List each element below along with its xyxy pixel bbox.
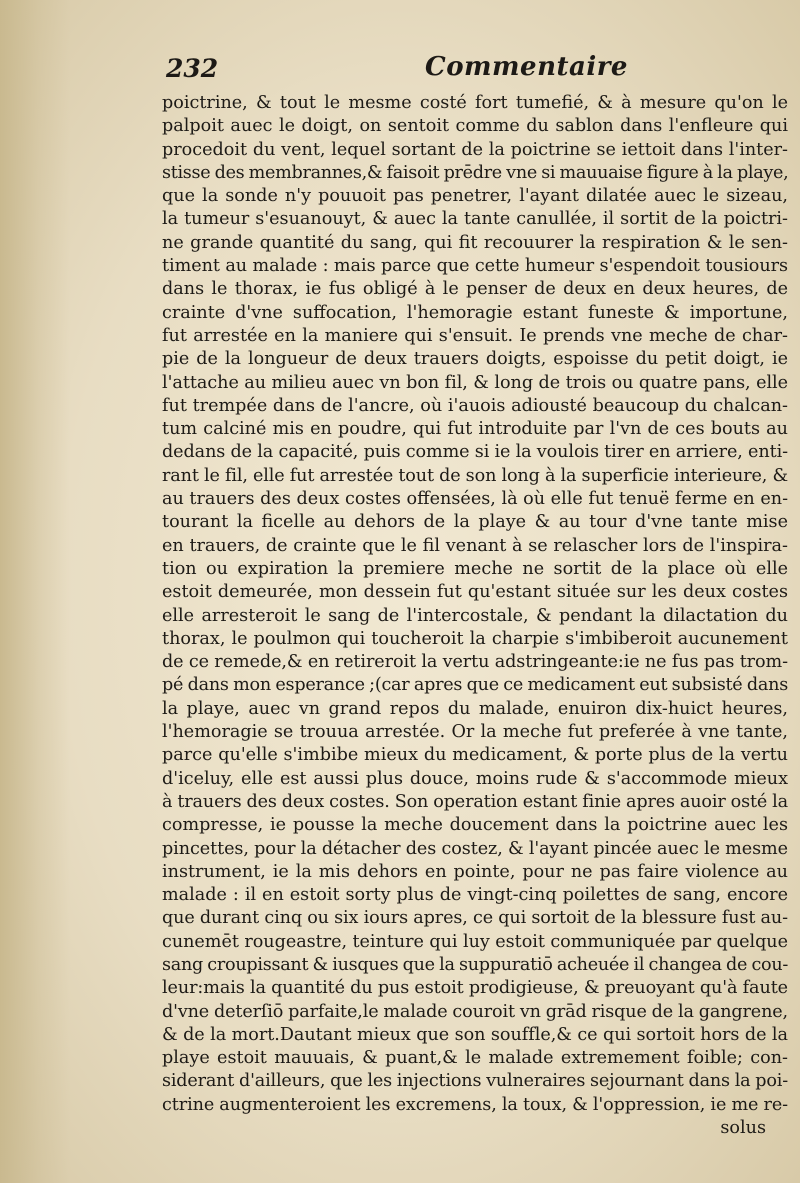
text-line: parce qu'elle s'imbibe mieux du medicament, & porte plus de la vertu (162, 745, 788, 766)
text-line: tion ou expiration la premiere meche ne sortit de la place où elle (162, 558, 788, 579)
page-gutter-shadow (0, 0, 70, 1183)
text-line: dans le thorax, ie fus obligé à le penser de deux en deux heures, de (162, 279, 788, 300)
text-line: siderant d'ailleurs, que les injections vulneraires sejournant dans la poi- (162, 1071, 788, 1092)
text-line: que la sonde n'y pouuoit pas penetrer, l'ayant dilatée auec le sizeau, (162, 186, 788, 207)
text-line: palpoit auec le doigt, on sentoit comme du sablon dans l'enfleure qui (162, 116, 788, 137)
text-line: au trauers des deux costes offensées, là où elle fut tenuë ferme en en- (162, 489, 789, 510)
text-line: d'vne deterſiō parfaite,le malade couroit vn grād risque de la gangrene, (162, 1001, 788, 1022)
text-line: pie de la longueur de deux trauers doigts, espoisse du petit doigt, ie (162, 349, 788, 370)
text-line: leur:mais la quantité du pus estoit prodigieuse, & preuoyant qu'à faute (162, 978, 788, 999)
text-line: dedans de la capacité, puis comme si ie la voulois tirer en arriere, enti- (162, 442, 788, 463)
text-line: estoit demeurée, mon dessein fut qu'estant située sur les deux costes (162, 582, 788, 603)
text-line: playe estoit mauuais, & puant,& le malade extremement foible; con- (162, 1048, 788, 1069)
text-line: elle arresteroit le sang de l'intercostale, & pendant la dilactation du (162, 605, 788, 626)
text-line: pincettes, pour la détacher des costez, & l'ayant pincée auec le mesme (162, 838, 788, 859)
text-line: sang croupissant & iusques que la suppuratiō acheuée il changea de cou- (162, 954, 789, 975)
text-line: thorax, le poulmon qui toucheroit la charpie s'imbiberoit aucunement (162, 628, 788, 649)
text-line: crainte d'vne suffocation, l'hemoragie estant funeste & importune, (162, 302, 788, 323)
text-line: fut arrestée en la maniere qui s'ensuit. Ie prends vne meche de char- (162, 325, 788, 346)
text-line: l'attache au milieu auec vn bon fil, & long de trois ou quatre pans, elle (162, 372, 788, 393)
text-line: de ce remede,& en retireroit la vertu adstringeante:ie ne fus pas trom- (162, 652, 788, 673)
text-line: stisse des membrannes,& faisoit prēdre vne si mauuaise figure à la playe, (162, 162, 789, 183)
body-text (162, 92, 788, 1140)
text-line: la playe, auec vn grand repos du malade, enuiron dix-huict heures, (162, 698, 788, 719)
text-line: en trauers, de crainte que le fil venant à se relascher lors de l'inspira- (162, 535, 788, 556)
catchword: solus (720, 1118, 766, 1139)
text-line: tum calciné mis en poudre, qui fut introduite par l'vn de ces bouts au (162, 419, 788, 440)
text-line: que durant cinq ou six iours apres, ce qui sortoit de la blessure fust au- (162, 908, 788, 929)
text-line: instrument, ie la mis dehors en pointe, pour ne pas faire violence au (162, 861, 788, 882)
text-line: compresse, ie pousse la meche doucement dans la poictrine auec les (162, 815, 788, 836)
text-line: timent au malade : mais parce que cette humeur s'espendoit tousiours (162, 256, 788, 277)
text-line: d'iceluy, elle est aussi plus douce, moins rude & s'accommode mieux (162, 768, 788, 789)
text-line: poictrine, & tout le mesme costé fort tumefié, & à mesure qu'on le (162, 93, 788, 113)
text-line: ctrine augmenteroient les excremens, la toux, & l'oppression, ie me re- (162, 1094, 788, 1115)
text-line: à trauers des deux costes. Son operation estant finie apres auoir osté la (162, 791, 788, 812)
text-line: procedoit du vent, lequel sortant de la poictrine se iettoit dans l'inter- (162, 139, 788, 160)
text-line: l'hemoragie se trouua arrestée. Or la meche fut preferée à vne tante, (162, 722, 788, 743)
text-line: rant le fil, elle fut arrestée tout de son long à la superficie interieure, & (162, 465, 788, 486)
running-head (160, 50, 760, 90)
text-line: pé dans mon esperance ;(car apres que ce medicament eut subsisté dans (162, 675, 788, 696)
text-line: tourant la ficelle au dehors de la playe & au tour d'vne tante mise (162, 512, 788, 533)
text-line: ne grande quantité du sang, qui fit recouurer la respiration & le sen- (162, 232, 788, 253)
page-number: 232 (166, 54, 219, 83)
running-title: Commentaire (425, 52, 628, 82)
text-line: cunemēt rougeastre, teinture qui luy estoit communiquée par quelque (162, 931, 788, 952)
text-line: malade : il en estoit sorty plus de vingt-cinq poilettes de sang, encore (162, 885, 788, 906)
text-line: fut trempée dans de l'ancre, où i'auois adiousté beaucoup du chalcan- (162, 395, 788, 416)
text-line: la tumeur s'esuanouyt, & auec la tante canullée, il sortit de la poictri- (162, 209, 788, 230)
text-line: & de la mort.Dautant mieux que son souffle,& ce qui sortoit hors de la (162, 1024, 788, 1045)
